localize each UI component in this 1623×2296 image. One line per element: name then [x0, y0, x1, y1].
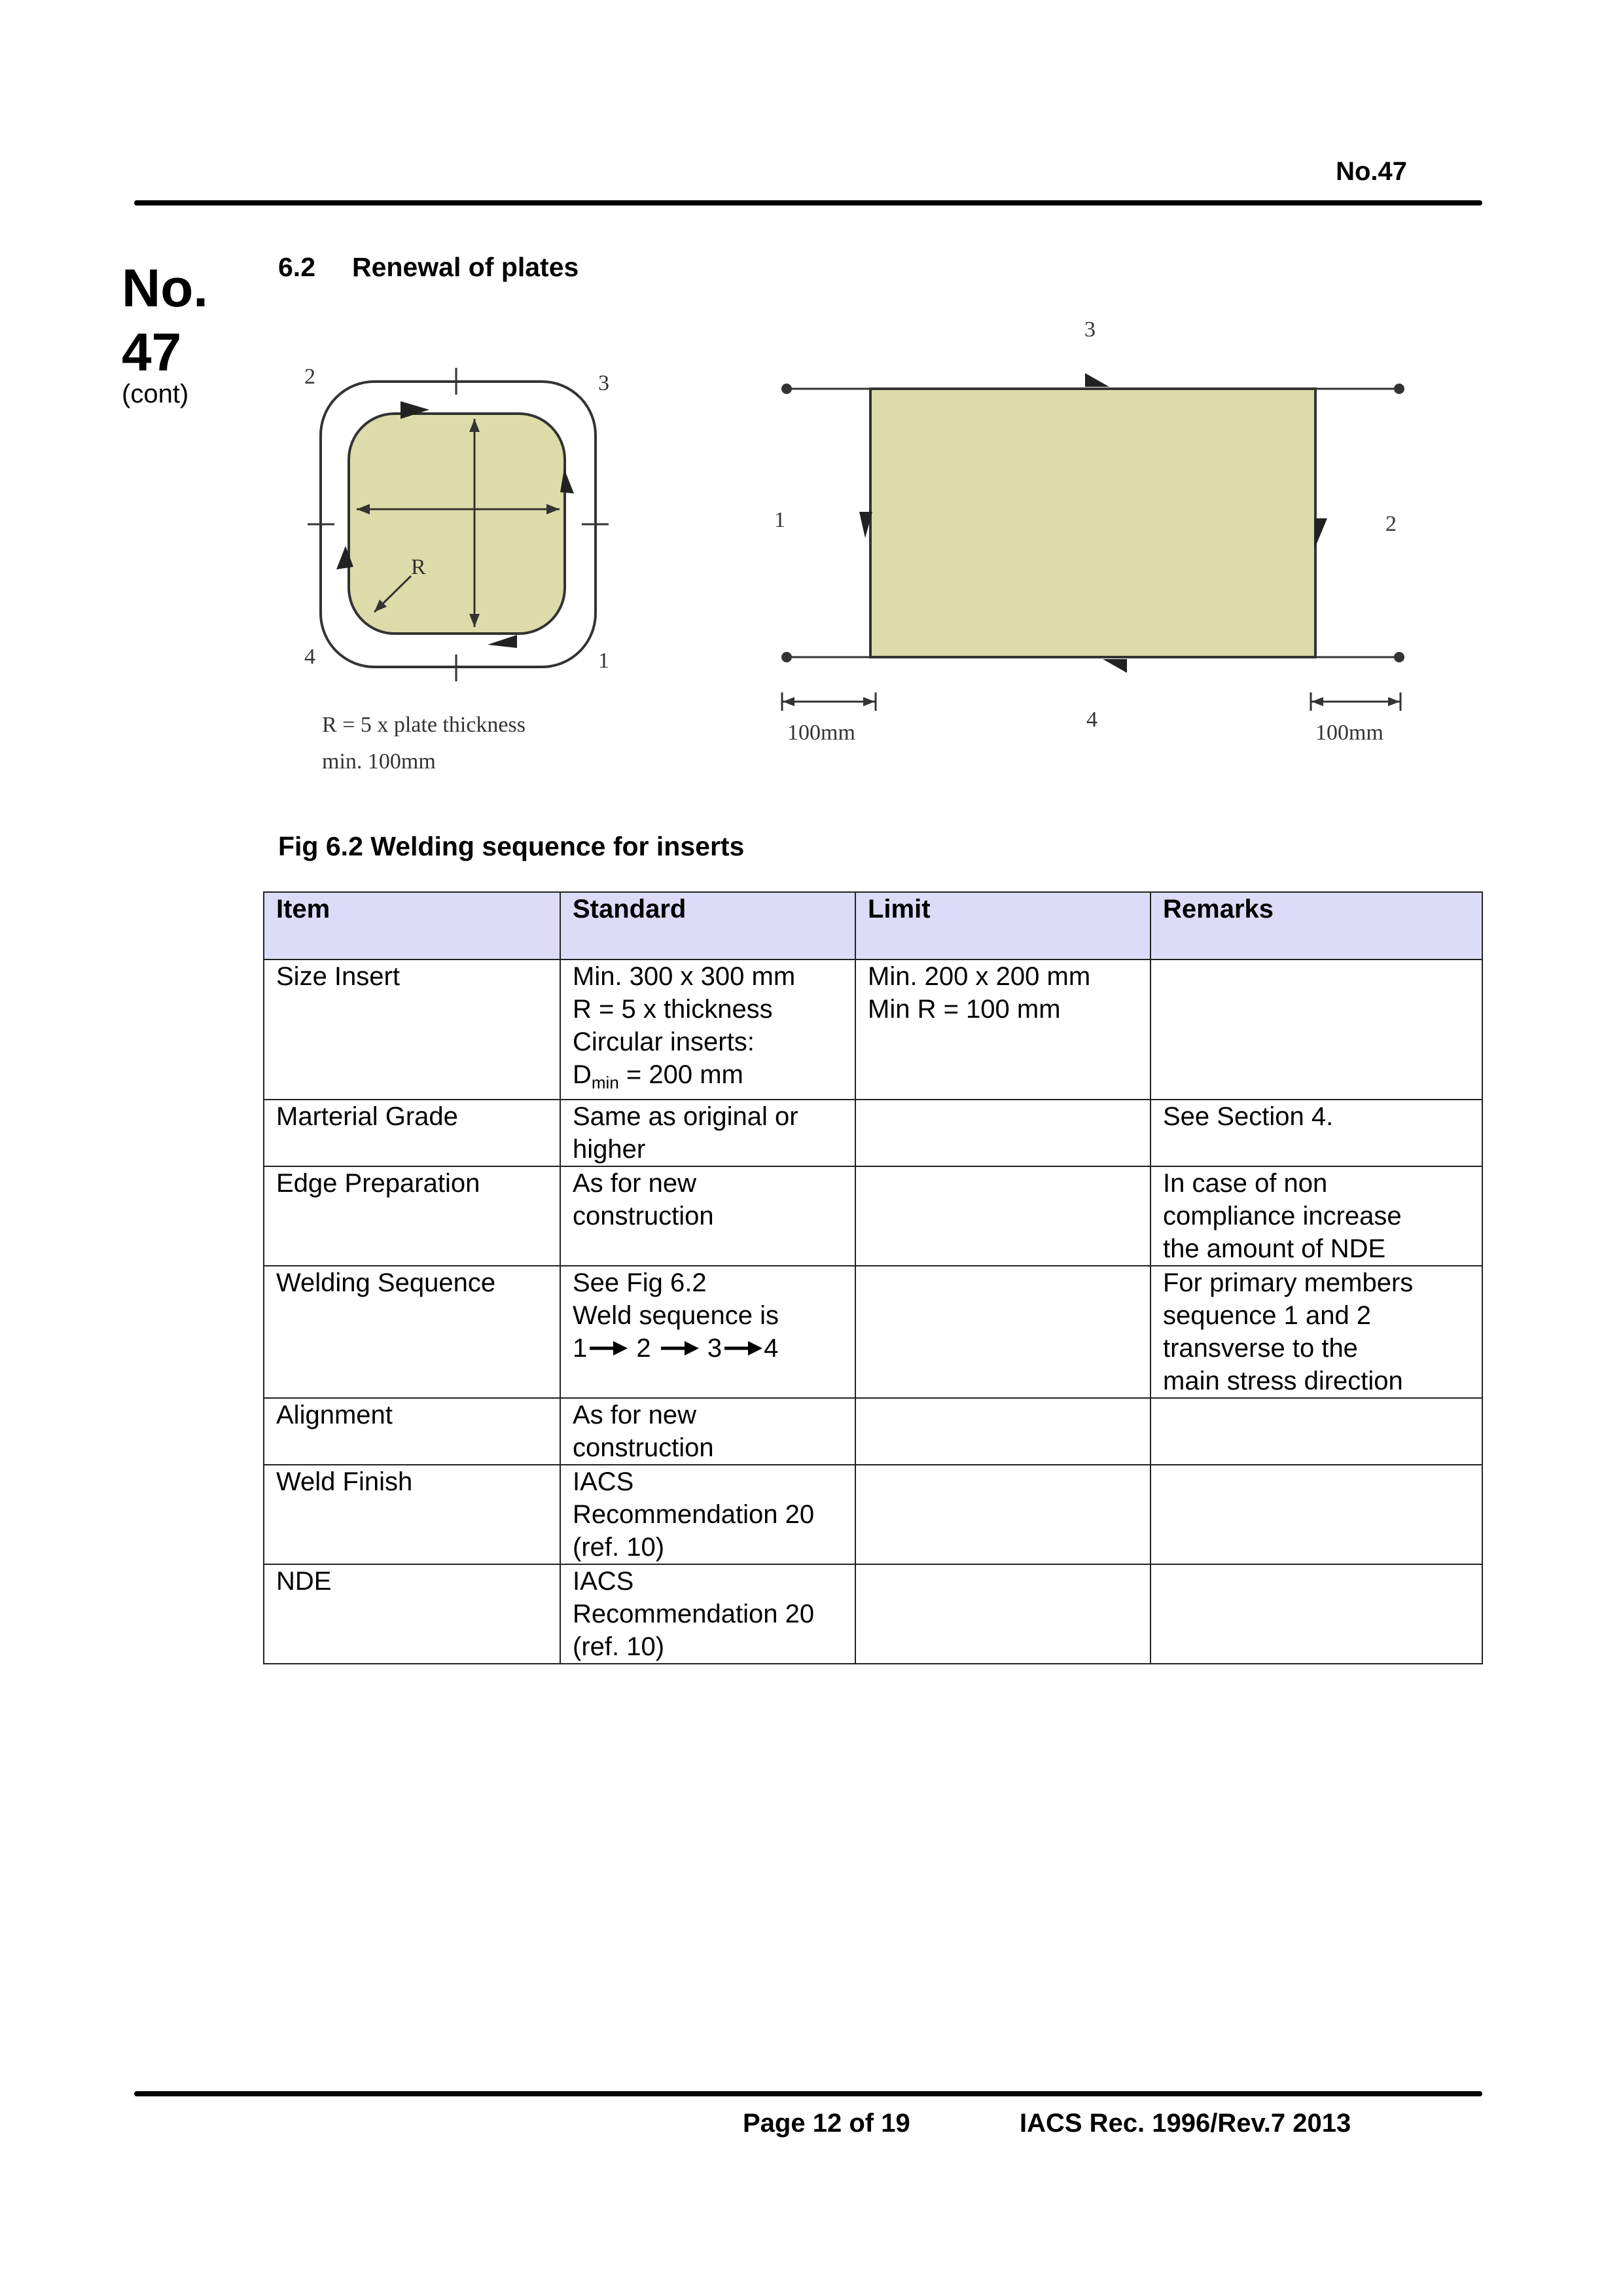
cell-limit — [855, 1465, 1150, 1564]
table-row — [264, 1166, 1482, 1266]
cell-limit — [855, 1398, 1150, 1465]
cell-remarks — [1150, 1465, 1482, 1564]
cell-standard: Same as original or — [573, 1102, 798, 1131]
cell-item: Marterial Grade — [276, 1102, 458, 1131]
left-label-4: 4 — [304, 645, 315, 669]
right-label-1: 1 — [774, 508, 785, 532]
radius-note-line2: min. 100mm — [322, 749, 436, 774]
right-insert-diagram — [774, 317, 1404, 745]
cell-standard: Circular inserts: — [573, 1028, 755, 1056]
left-insert-diagram — [304, 365, 609, 774]
header-limit: Limit — [855, 892, 1150, 960]
sequence-step: 4 — [764, 1334, 779, 1363]
arrow-right-icon — [658, 1338, 700, 1358]
cell-standard: Recommendation 20 — [573, 1600, 815, 1628]
cell-remarks — [1150, 1564, 1482, 1664]
cell-remarks: the amount of NDE — [1163, 1234, 1386, 1263]
side-no-line2: 47 — [122, 323, 182, 382]
cell-remarks: sequence 1 and 2 — [1163, 1301, 1372, 1330]
cell-remarks: main stress direction — [1163, 1367, 1403, 1395]
cell-standard: (ref. 10) — [573, 1632, 665, 1661]
side-no-line1: No. — [122, 259, 209, 318]
right-label-3: 3 — [1084, 317, 1096, 342]
cell-limit: Min. 200 x 200 mm — [868, 962, 1091, 991]
dim-right: 100mm — [1315, 721, 1383, 745]
sequence-step: 3 — [707, 1334, 722, 1363]
cell-limit: Min R = 100 mm — [868, 995, 1061, 1024]
cell-remarks: In case of non — [1163, 1169, 1328, 1198]
section-number: 6.2 — [278, 252, 315, 282]
welding-sequence-figure — [0, 0, 1623, 825]
table-row — [264, 1564, 1482, 1664]
dim-left: 100mm — [787, 721, 855, 745]
table-row — [264, 1266, 1482, 1398]
cell-item: Alignment — [276, 1401, 393, 1429]
cell-item: Welding Sequence — [276, 1268, 496, 1297]
table-row — [264, 1398, 1482, 1465]
table-row — [264, 1465, 1482, 1564]
header-item: Item — [264, 892, 560, 960]
left-label-2: 2 — [304, 365, 315, 389]
insert-plate-rect — [870, 389, 1315, 657]
side-cont: (cont) — [122, 380, 189, 408]
cell-standard: See Fig 6.2 — [573, 1268, 707, 1297]
cell-standard: (ref. 10) — [573, 1533, 665, 1562]
cell-limit — [855, 1166, 1150, 1266]
cell-standard: Weld sequence is — [573, 1301, 779, 1330]
cell-remarks — [1150, 960, 1482, 1100]
footer-page-number: Page 12 of 19 — [743, 2109, 910, 2138]
footer-rule — [134, 2091, 1482, 2096]
cell-standard: construction — [573, 1433, 714, 1462]
insert-plate — [349, 414, 565, 634]
sequence-step: 2 — [636, 1334, 651, 1363]
header-standard: Standard — [560, 892, 855, 960]
cell-standard: construction — [573, 1202, 714, 1230]
cell-remarks: See Section 4. — [1163, 1102, 1334, 1131]
weld-sequence — [573, 1332, 843, 1365]
radius-note-line1: R = 5 x plate thickness — [322, 713, 526, 737]
cell-standard: Min. 300 x 300 mm — [573, 962, 796, 991]
cell-item: Size Insert — [276, 962, 400, 991]
cell-standard: R = 5 x thickness — [573, 995, 773, 1024]
cell-item: NDE — [276, 1567, 332, 1596]
cell-standard: As for new — [573, 1169, 696, 1198]
right-label-2: 2 — [1385, 512, 1397, 536]
left-label-1: 1 — [598, 649, 609, 673]
radius-label: R — [411, 555, 426, 579]
header-doc-number: No.47 — [1336, 157, 1407, 186]
cell-limit — [855, 1266, 1150, 1398]
section-title: Renewal of plates — [352, 252, 579, 282]
cell-standard: IACS — [573, 1567, 634, 1596]
cell-limit — [855, 1100, 1150, 1166]
cell-limit — [855, 1564, 1150, 1664]
sequence-step: 1 — [573, 1334, 588, 1363]
cell-remarks: compliance increase — [1163, 1202, 1402, 1230]
cell-standard-dmin: $D_{min} = 200$ mm — [573, 1060, 743, 1092]
cell-remarks: For primary members — [1163, 1268, 1414, 1297]
footer-reference: IACS Rec. 1996/Rev.7 2013 — [1020, 2109, 1351, 2138]
arrow-right-icon — [722, 1338, 764, 1358]
cell-standard: Recommendation 20 — [573, 1500, 815, 1529]
table-row — [264, 960, 1482, 1100]
cell-standard: As for new — [573, 1401, 696, 1429]
cell-remarks — [1150, 1398, 1482, 1465]
right-label-4: 4 — [1086, 708, 1097, 732]
renewal-spec-table — [263, 891, 1483, 1664]
table-row — [264, 1100, 1482, 1166]
header-remarks: Remarks — [1150, 892, 1482, 960]
cell-item: Edge Preparation — [276, 1169, 480, 1198]
cell-item: Weld Finish — [276, 1467, 413, 1496]
cell-standard: IACS — [573, 1467, 634, 1496]
cell-remarks: transverse to the — [1163, 1334, 1358, 1363]
arrow-right-icon — [587, 1338, 629, 1358]
figure-caption: Fig 6.2 Welding sequence for inserts — [278, 831, 745, 861]
cell-standard: higher — [573, 1135, 646, 1164]
table-header-row — [264, 892, 1482, 960]
left-label-3: 3 — [598, 371, 609, 395]
